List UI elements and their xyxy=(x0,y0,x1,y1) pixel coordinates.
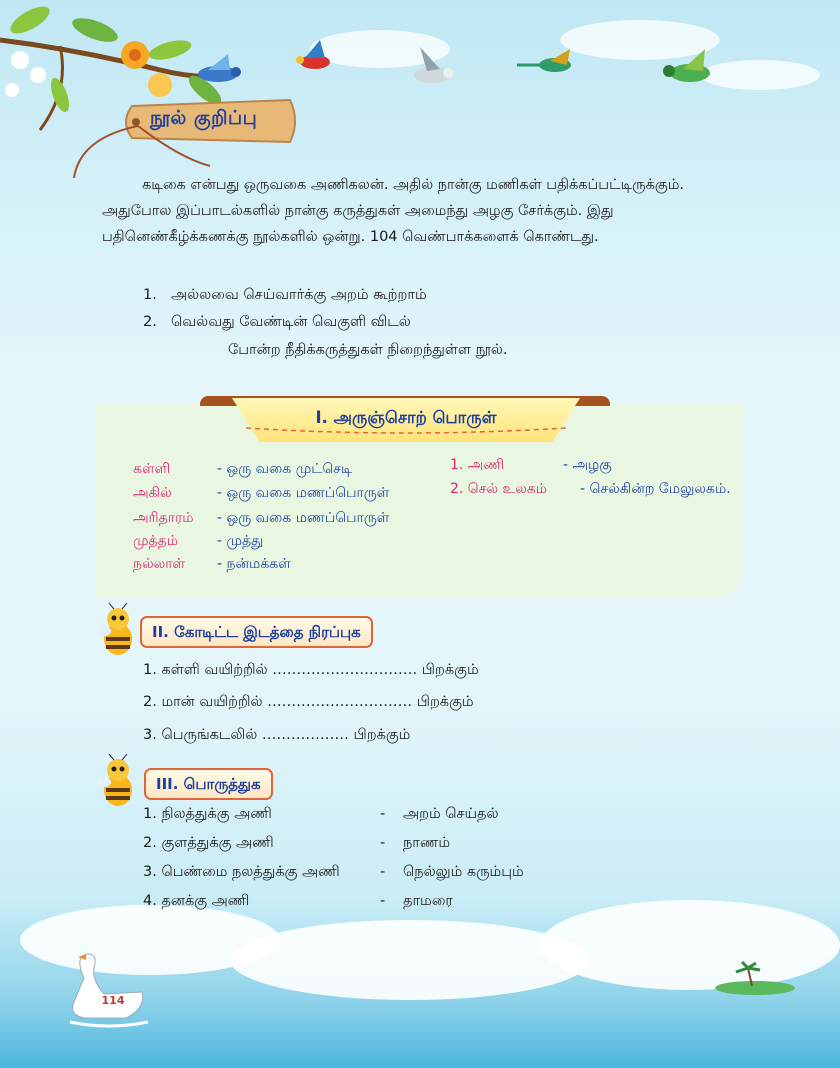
vocab-term: முத்தம் xyxy=(133,533,179,549)
vocab-meaning: - முத்து xyxy=(217,533,264,549)
match-left: 3. பெண்மை நலத்துக்கு அணி xyxy=(143,864,340,880)
vocab-meaning: - நன்மக்கள் xyxy=(217,556,291,572)
cloud xyxy=(230,920,590,1000)
vocab-term: அரிதாரம் xyxy=(133,510,194,526)
example-list xyxy=(143,287,427,341)
paragraph-line: பதினெண்கீழ்க்கணக்கு நூல்களில் ஒன்று. 104 வெண்பாக்களைக் கொண்டது. xyxy=(102,229,599,245)
match-right: நெல்லும் கரும்பும் xyxy=(403,864,524,880)
match-heading: III. பொருத்துக xyxy=(144,768,273,800)
bird-icon xyxy=(515,45,585,85)
match-left: 1. நிலத்துக்கு அணி xyxy=(143,806,272,822)
vocab-term: கள்ளி xyxy=(133,461,171,477)
list-item: 2. வெல்வது வேண்டின் வெகுளி விடல் xyxy=(143,314,411,330)
paragraph-line: அதுபோல இப்பாடல்களில் நான்கு கருத்துகள் அமைந்து அழகு சேர்க்கும். இது xyxy=(102,203,614,219)
paragraph-line: கடிகை என்பது ஒருவகை அணிகலன். அதில் நான்கு மணிகள் பதிக்கப்பட்டிருக்கும். xyxy=(142,177,684,193)
book-note-paragraph xyxy=(102,172,740,250)
closing-text: போன்ற நீதிக்கருத்துகள் நிறைந்துள்ள நூல். xyxy=(228,342,508,358)
fill-blank-item: 2. மான் வயிற்றில் ………………………… பிறக்கும் xyxy=(143,694,474,710)
bee-mascot-icon xyxy=(94,754,140,812)
bird-icon xyxy=(655,45,725,95)
vocab-term: 1. அணி xyxy=(450,457,505,473)
island-illustration xyxy=(710,960,800,996)
vocab-meaning: - செல்கின்ற மேலுலகம். xyxy=(580,481,731,497)
vocab-term: 2. செல் உலகம் xyxy=(450,481,548,497)
match-right: நாணம் xyxy=(403,835,450,851)
vocab-meaning: - ஒரு வகை மணப்பொருள் xyxy=(217,510,390,526)
fill-blank-item: 1. கள்ளி வயிற்றில் ………………………… பிறக்கும் xyxy=(143,662,479,678)
vocabulary-title: I. அருஞ்சொற் பொருள் xyxy=(315,408,497,427)
bird-icon xyxy=(290,40,340,80)
fill-blank-item: 3. பெருங்கடலில் ……………… பிறக்கும் xyxy=(143,727,411,743)
match-dash: - xyxy=(380,893,386,909)
bird-icon xyxy=(402,45,462,95)
match-dash: - xyxy=(380,864,386,880)
vocab-term: நல்லாள் xyxy=(133,556,186,572)
list-item: 1. அல்லவை செய்வார்க்கு அறம் கூற்றாம் xyxy=(143,287,427,303)
match-right: தாமரை xyxy=(403,893,453,909)
book-note-title: நூல் குறிப்பு xyxy=(150,107,258,129)
vocab-term: அகில் xyxy=(133,485,172,501)
vocab-meaning: - அழகு xyxy=(563,457,612,473)
bee-mascot-icon xyxy=(94,603,140,661)
vocab-meaning: - ஒரு வகை மணப்பொருள் xyxy=(217,485,390,501)
page-number: 114 xyxy=(101,994,125,1007)
fill-blanks-heading: II. கோடிட்ட இடத்தை நிரப்புக xyxy=(140,616,373,648)
bird-icon xyxy=(188,52,248,92)
match-left: 4. தனக்கு அணி xyxy=(143,893,250,909)
swan-illustration xyxy=(64,948,154,1028)
match-dash: - xyxy=(380,806,386,822)
vocab-meaning: - ஒரு வகை முட்செடி xyxy=(217,461,353,477)
match-right: அறம் செய்தல் xyxy=(403,806,499,822)
match-dash: - xyxy=(380,835,386,851)
match-left: 2. குளத்துக்கு அணி xyxy=(143,835,274,851)
